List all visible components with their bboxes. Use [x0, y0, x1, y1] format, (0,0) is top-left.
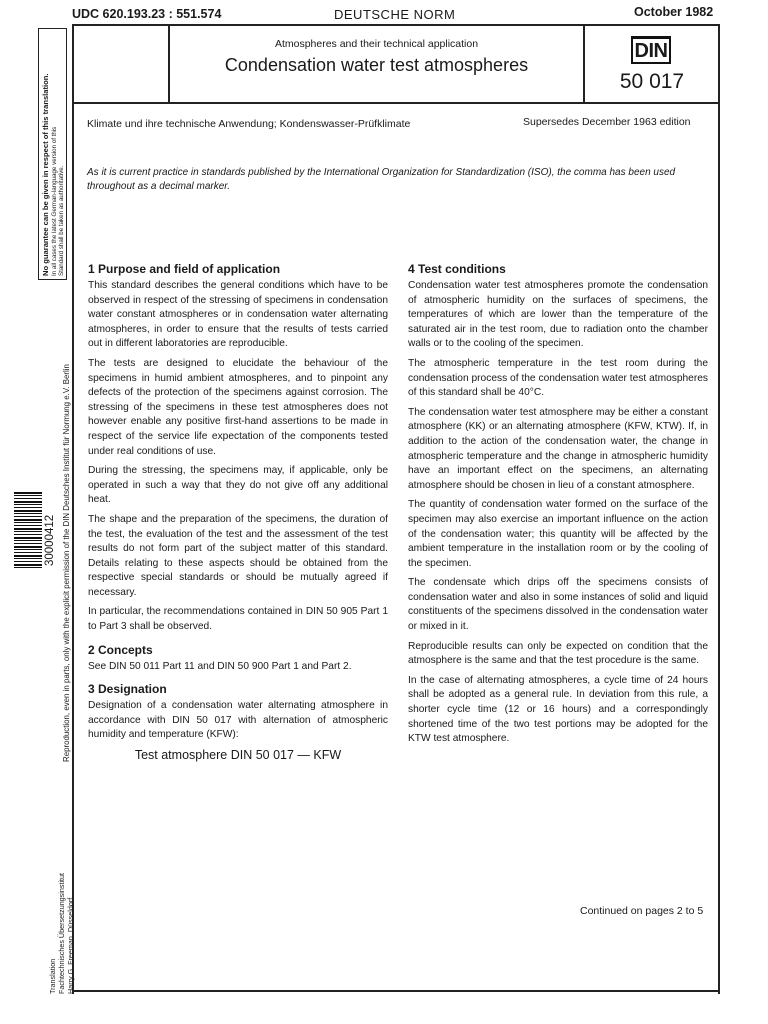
- section-1-paragraph: The tests are designed to elucidate the behaviour of the specimens in humid ambient atmospheres, and to pinpoint any defects of the protection of the specimens against corrosion. The stressing of the specimens in these test atmospheres does not however enable any positive first-hand assertions to be made in respect of the service life expectation of the components tested under real conditions of use.: [88, 357, 388, 457]
- section-4-paragraph: The condensate which drips off the specimens consists of condensation water and also in some instances of solid and liquid constituents of the specimens dissolved in the condensation water or mixed in it.: [408, 577, 708, 633]
- section-4-paragraph: The atmospheric temperature in the test room during the condensation process of the condensation water test atmospheres of this standard shall be 40°C.: [408, 357, 708, 399]
- designation-example: Test atmosphere DIN 50 017 — KFW: [134, 748, 342, 763]
- document-subtitle: Atmospheres and their technical application: [274, 38, 479, 50]
- supersedes-note: Supersedes December 1963 edition: [523, 116, 691, 128]
- section-4-paragraph: The condensation water test atmosphere may be either a constant atmosphere (KK) or an alternating atmosphere (KFW, KTW). If, in addition to the action of the condensation water, the change in atmospheric temperature and the change in atmospheric humidity have an important effect on the specimens, an alternating atmosphere should be chosen in lieu of a constant atmosphere.: [408, 406, 708, 491]
- decimal-marker-note: As it is current practice in standards published by the International Organization for Standardization (ISO), the comma has been used throughout as a decimal marker.: [87, 167, 676, 192]
- translation-credit: Translation: [48, 958, 57, 994]
- barcode: [14, 492, 42, 568]
- translation-credit: Fachtechnisches Übersetzungsinstitut: [57, 872, 66, 994]
- continued-note: Continued on pages 2 to 5: [580, 905, 704, 917]
- guarantee-text: Standard shall be taken as authoritative.: [58, 165, 65, 276]
- section-3-paragraph: Designation of a condensation water alternating atmosphere in accordance with DIN 50 017 with alternation of atmospheric humidity and temperature (KFW):: [88, 700, 388, 741]
- barcode-number: 30000412: [44, 514, 56, 566]
- translation-credit: Harry G. Freeman, Düsseldorf: [66, 897, 75, 994]
- guarantee-text: No guarantee can be given in respect of this translation.: [41, 73, 50, 276]
- issue-date: October 1982: [634, 5, 714, 19]
- guarantee-text: In all cases the latest German-language version of this: [51, 126, 58, 276]
- bottom-rule: [72, 990, 720, 992]
- section-1-paragraph: During the stressing, the specimens may, if applicable, only be operated in such a way that they do not give off any additional heat.: [88, 465, 388, 506]
- document-title: Condensation water test atmospheres: [224, 55, 529, 75]
- section-1-paragraph: In particular, the recommendations contained in DIN 50 905 Part 1 to Part 3 shall be observed.: [88, 606, 388, 633]
- section-4-paragraph: Condensation water test atmospheres promote the condensation of atmospheric humidity on the surfaces of specimens, the temperatures of which are lower than the temperature of the saturated air in the test room, due to radiation onto the chamber walls or to the cooling of the specimen.: [408, 280, 708, 350]
- section-1-paragraph: This standard describes the general conditions which have to be observed in respect of the stressing of specimens in condensation water constant atmospheres or in condensation water alternating atmospheres, in order to ensure that the results of tests carried out in different laboratories are reproducible.: [88, 280, 388, 350]
- din-logo-text: DIN: [634, 40, 668, 62]
- section-4-paragraph: In the case of alternating atmospheres, a cycle time of 24 hours shall be adopted as a general rule. In deviation from this rule, a shorter cycle time (12 or 16 hours) and a correspondingly shortened time of the two test portions may be adopted for the KTW test atmosphere.: [408, 674, 708, 745]
- reproduction-notice: Reproduction, even in parts, only with the explicit permission of the DIN Deutsches Institut für Normung e.V. Berlin: [62, 364, 71, 762]
- section-1-paragraph: The shape and the preparation of the specimens, the duration of the test, the evaluation of the test and the assessment of the test results do not form part of the subject matter of this standard. Details relating to these aspects should be obtained from the respective special standards or should be mutually agreed if necessary.: [88, 513, 388, 598]
- section-4-paragraph: Reproducible results can only be expected on condition that the atmosphere is the same and that the test procedure is the same.: [408, 640, 708, 667]
- german-title: Klimate und ihre technische Anwendung; Kondenswasser-Prüfklimate: [87, 118, 411, 130]
- standard-type: DEUTSCHE NORM: [334, 7, 456, 22]
- udc-number: UDC 620.193.23 : 551.574: [72, 7, 222, 21]
- title-divider-right: [583, 24, 585, 104]
- section-2-heading: 2 Concepts: [88, 642, 153, 657]
- section-4-paragraph: The quantity of condensation water formed on the surface of the specimen may also exercise an important influence on the action of the condensation water; this quantity will be affected by the ambient temperature in the installation room or by the cooling of the specimen.: [408, 499, 708, 569]
- section-1-heading: 1 Purpose and field of application: [88, 262, 281, 276]
- din-logo: [631, 36, 671, 64]
- din-number: 50 017: [619, 70, 685, 93]
- left-column: [88, 262, 388, 762]
- right-column: [408, 262, 708, 752]
- section-3-heading: 3 Designation: [88, 682, 167, 697]
- section-2-paragraph: See DIN 50 011 Part 11 and DIN 50 900 Part 1 and Part 2.: [88, 660, 352, 672]
- section-4-heading: 4 Test conditions: [408, 262, 506, 276]
